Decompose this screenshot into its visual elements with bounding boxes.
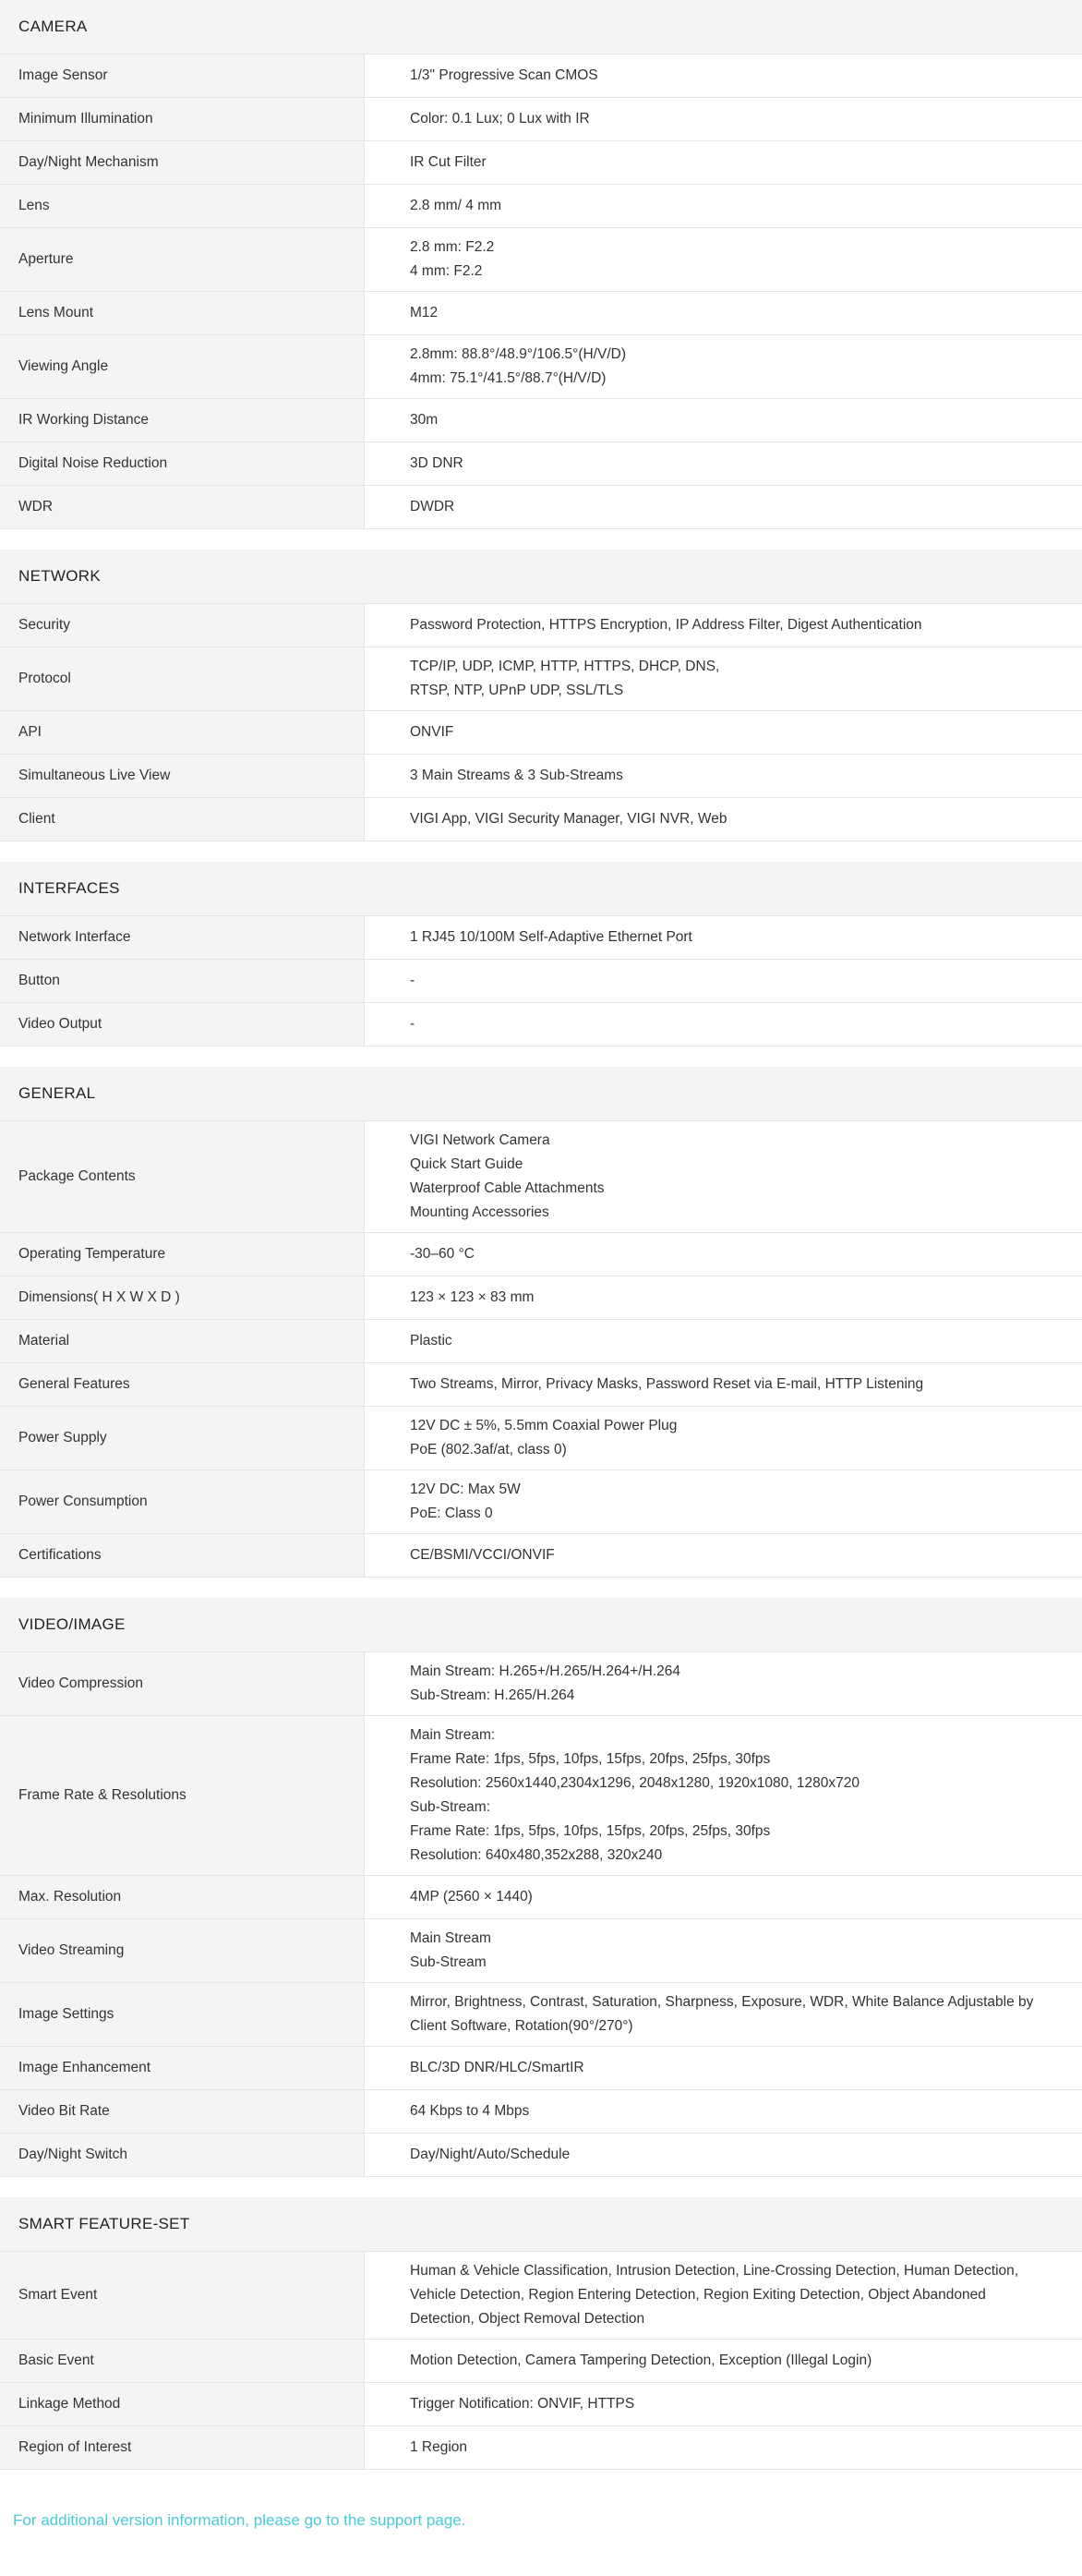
spec-section-general [0,1067,1082,1578]
section-title: GENERAL [0,1067,1082,1120]
spec-value-line: 3D DNR [410,455,463,471]
spec-value-line: M12 [410,305,439,320]
spec-value [365,1716,1082,1875]
spec-key: Basic Event [0,2340,365,2382]
support-page-link[interactable]: For additional version information, please go to the support page. [13,2511,466,2529]
spec-key: Day/Night Switch [0,2134,365,2176]
spec-key: Security [0,604,365,647]
spec-row [0,710,1082,754]
spec-key: WDR [0,486,365,528]
spec-row [0,797,1082,841]
spec-value-line: VIGI App, VIGI Security Manager, VIGI NVR, Web [410,811,727,827]
spec-row [0,334,1082,398]
spec-row [0,485,1082,529]
spec-key: Simultaneous Live View [0,755,365,797]
spec-row [0,398,1082,441]
spec-value [365,442,1082,485]
spec-value-line: Quick Start Guide [410,1156,523,1172]
section-title: SMART FEATURE-SET [0,2197,1082,2251]
spec-key: Certifications [0,1534,365,1577]
spec-value [365,2090,1082,2133]
spec-value [365,2134,1082,2176]
spec-value [365,2047,1082,2089]
spec-value [365,647,1082,710]
spec-value-line: 12V DC ± 5%, 5.5mm Coaxial Power Plug [410,1418,678,1433]
spec-value [365,1276,1082,1319]
spec-value-line: Sub-Stream: H.265/H.264 [410,1687,575,1703]
spec-value [365,228,1082,291]
spec-key: IR Working Distance [0,399,365,441]
spec-value-line: Motion Detection, Camera Tampering Detection, Exception (Illegal Login) [410,2352,872,2368]
spec-key: Package Contents [0,1121,365,1232]
spec-value [365,1003,1082,1046]
spec-value-line: CE/BSMI/VCCI/ONVIF [410,1547,555,1563]
spec-value [365,1121,1082,1232]
spec-value-line: BLC/3D DNR/HLC/SmartIR [410,2060,584,2075]
spec-value [365,1233,1082,1276]
spec-value-line: Main Stream: H.265+/H.265/H.264+/H.264 [410,1663,680,1679]
spec-key: Digital Noise Reduction [0,442,365,485]
spec-value-line: Password Protection, HTTPS Encryption, IP Address Filter, Digest Authentication [410,617,922,633]
spec-value [365,185,1082,227]
spec-value-line: Resolution: 640x480,352x288, 320x240 [410,1847,663,1863]
spec-value-line: Frame Rate: 1fps, 5fps, 10fps, 15fps, 20fps, 25fps, 30fps [410,1751,771,1767]
spec-section-network [0,550,1082,841]
spec-value-line: Main Stream: [410,1727,496,1743]
section-title: CAMERA [0,0,1082,54]
spec-row [0,647,1082,710]
spec-value-line: 1/3" Progressive Scan CMOS [410,67,598,83]
spec-value [365,960,1082,1002]
section-title: VIDEO/IMAGE [0,1598,1082,1651]
spec-row [0,1232,1082,1276]
spec-value [365,604,1082,647]
spec-value-line: VIGI Network Camera [410,1132,550,1148]
spec-value [365,916,1082,959]
spec-key: Lens [0,185,365,227]
spec-value [365,2252,1082,2339]
spec-row [0,1918,1082,1982]
spec-row [0,227,1082,291]
spec-value-line: Client Software, Rotation(90°/270°) [410,2018,633,2034]
spec-key: Image Settings [0,1983,365,2046]
spec-value-line: 1 RJ45 10/100M Self-Adaptive Ethernet Port [410,929,692,945]
spec-value-line: 123 × 123 × 83 mm [410,1289,535,1305]
spec-row [0,1533,1082,1578]
spec-row [0,959,1082,1002]
spec-section-video-image [0,1598,1082,2177]
spec-key: Video Streaming [0,1919,365,1982]
spec-row [0,291,1082,334]
spec-key: Image Enhancement [0,2047,365,2089]
spec-row [0,2133,1082,2177]
spec-section-camera [0,0,1082,529]
section-title: NETWORK [0,550,1082,603]
spec-value-line: 1 Region [410,2439,468,2455]
spec-key: Client [0,798,365,841]
spec-value-line: Two Streams, Mirror, Privacy Masks, Password Reset via E-mail, HTTP Listening [410,1376,924,1392]
spec-row [0,2089,1082,2133]
spec-key: Power Supply [0,1407,365,1469]
spec-key: API [0,711,365,754]
spec-section-interfaces [0,862,1082,1046]
spec-row [0,2382,1082,2425]
spec-value [365,1407,1082,1469]
spec-key: Network Interface [0,916,365,959]
spec-value [365,141,1082,184]
spec-row [0,1002,1082,1046]
spec-value [365,711,1082,754]
spec-value-line: 4mm: 75.1°/41.5°/88.7°(H/V/D) [410,370,607,386]
spec-value-line: Mounting Accessories [410,1204,549,1220]
spec-value-line: 3 Main Streams & 3 Sub-Streams [410,768,623,783]
spec-row [0,1276,1082,1319]
spec-value-line: 12V DC: Max 5W [410,1482,521,1497]
spec-value-line: Vehicle Detection, Region Entering Detection, Region Exiting Detection, Object Abandoned [410,2287,986,2303]
spec-value-line: - [410,1016,415,1032]
spec-key: Video Bit Rate [0,2090,365,2133]
spec-value [365,1876,1082,1918]
spec-value-line: 4MP (2560 × 1440) [410,1889,533,1905]
spec-value-line: Sub-Stream [410,1954,487,1970]
spec-value-line: RTSP, NTP, UPnP UDP, SSL/TLS [410,683,624,698]
spec-key: Video Compression [0,1652,365,1715]
spec-key: Lens Mount [0,292,365,334]
spec-row [0,1362,1082,1406]
spec-value [365,798,1082,841]
spec-value [365,2426,1082,2469]
spec-key: General Features [0,1363,365,1406]
spec-value [365,292,1082,334]
spec-value-line: 64 Kbps to 4 Mbps [410,2103,530,2119]
spec-row [0,54,1082,97]
spec-row [0,1982,1082,2046]
spec-value-line: Frame Rate: 1fps, 5fps, 10fps, 15fps, 20fps, 25fps, 30fps [410,1823,771,1839]
spec-row [0,603,1082,647]
spec-section-smart-feature-set [0,2197,1082,2470]
spec-key: Region of Interest [0,2426,365,2469]
spec-value-line: DWDR [410,499,455,514]
spec-value-line: -30–60 °C [410,1246,475,1262]
spec-row [0,1120,1082,1232]
spec-value-line: Mirror, Brightness, Contrast, Saturation, Sharpness, Exposure, WDR, White Balance Adjustable by [410,1994,1034,2010]
spec-row [0,2251,1082,2339]
spec-value [365,1534,1082,1577]
spec-value-line: - [410,973,415,988]
spec-key: Frame Rate & Resolutions [0,1716,365,1875]
spec-value [365,335,1082,398]
spec-value-line: Waterproof Cable Attachments [410,1180,605,1196]
spec-row [0,2339,1082,2382]
spec-value-line: 2.8 mm/ 4 mm [410,198,502,213]
spec-row [0,1651,1082,1715]
spec-value [365,98,1082,140]
spec-value-line: 2.8 mm: F2.2 [410,239,495,255]
spec-row [0,1715,1082,1875]
spec-row [0,184,1082,227]
spec-key: Smart Event [0,2252,365,2339]
spec-key: Power Consumption [0,1470,365,1533]
spec-value [365,399,1082,441]
spec-row [0,915,1082,959]
spec-value-line: IR Cut Filter [410,154,487,170]
spec-value-line: Main Stream [410,1930,491,1946]
spec-value-line: Sub-Stream: [410,1799,491,1815]
spec-row [0,2046,1082,2089]
spec-value [365,755,1082,797]
spec-value-line: ONVIF [410,724,454,740]
spec-key: Day/Night Mechanism [0,141,365,184]
spec-value-line: PoE (802.3af/at, class 0) [410,1442,567,1457]
spec-value-line: Trigger Notification: ONVIF, HTTPS [410,2396,635,2412]
spec-key: Max. Resolution [0,1876,365,1918]
spec-row [0,97,1082,140]
spec-key: Dimensions( H X W X D ) [0,1276,365,1319]
spec-value [365,54,1082,97]
spec-value [365,1919,1082,1982]
spec-value-line: 4 mm: F2.2 [410,263,483,279]
spec-value [365,1363,1082,1406]
spec-value [365,1320,1082,1362]
spec-key: Button [0,960,365,1002]
spec-row [0,441,1082,485]
spec-value-line: TCP/IP, UDP, ICMP, HTTP, HTTPS, DHCP, DNS, [410,659,720,674]
spec-key: Minimum Illumination [0,98,365,140]
spec-value-line: Resolution: 2560x1440,2304x1296, 2048x1280, 1920x1080, 1280x720 [410,1775,860,1791]
spec-value-line: 30m [410,412,439,428]
spec-row [0,1406,1082,1469]
spec-value [365,486,1082,528]
spec-value-line: 2.8mm: 88.8°/48.9°/106.5°(H/V/D) [410,346,626,362]
spec-key: Operating Temperature [0,1233,365,1276]
spec-row [0,140,1082,184]
spec-key: Image Sensor [0,54,365,97]
spec-value [365,1470,1082,1533]
spec-value-line: Color: 0.1 Lux; 0 Lux with IR [410,111,590,127]
spec-value-line: PoE: Class 0 [410,1506,493,1521]
spec-value [365,1983,1082,2046]
spec-value [365,2383,1082,2425]
spec-row [0,1319,1082,1362]
spec-value-line: Day/Night/Auto/Schedule [410,2147,571,2162]
spec-value-line: Plastic [410,1333,452,1348]
spec-row [0,1469,1082,1533]
spec-row [0,754,1082,797]
spec-value-line: Detection, Object Removal Detection [410,2311,645,2327]
spec-value-line: Human & Vehicle Classification, Intrusion Detection, Line-Crossing Detection, Human Detection, [410,2263,1019,2279]
spec-key: Video Output [0,1003,365,1046]
spec-key: Protocol [0,647,365,710]
footer-note [0,2470,1082,2530]
spec-row [0,1875,1082,1918]
spec-value [365,1652,1082,1715]
spec-row [0,2425,1082,2470]
section-title: INTERFACES [0,862,1082,915]
spec-key: Aperture [0,228,365,291]
spec-key: Material [0,1320,365,1362]
spec-value [365,2340,1082,2382]
spec-key: Linkage Method [0,2383,365,2425]
spec-key: Viewing Angle [0,335,365,398]
